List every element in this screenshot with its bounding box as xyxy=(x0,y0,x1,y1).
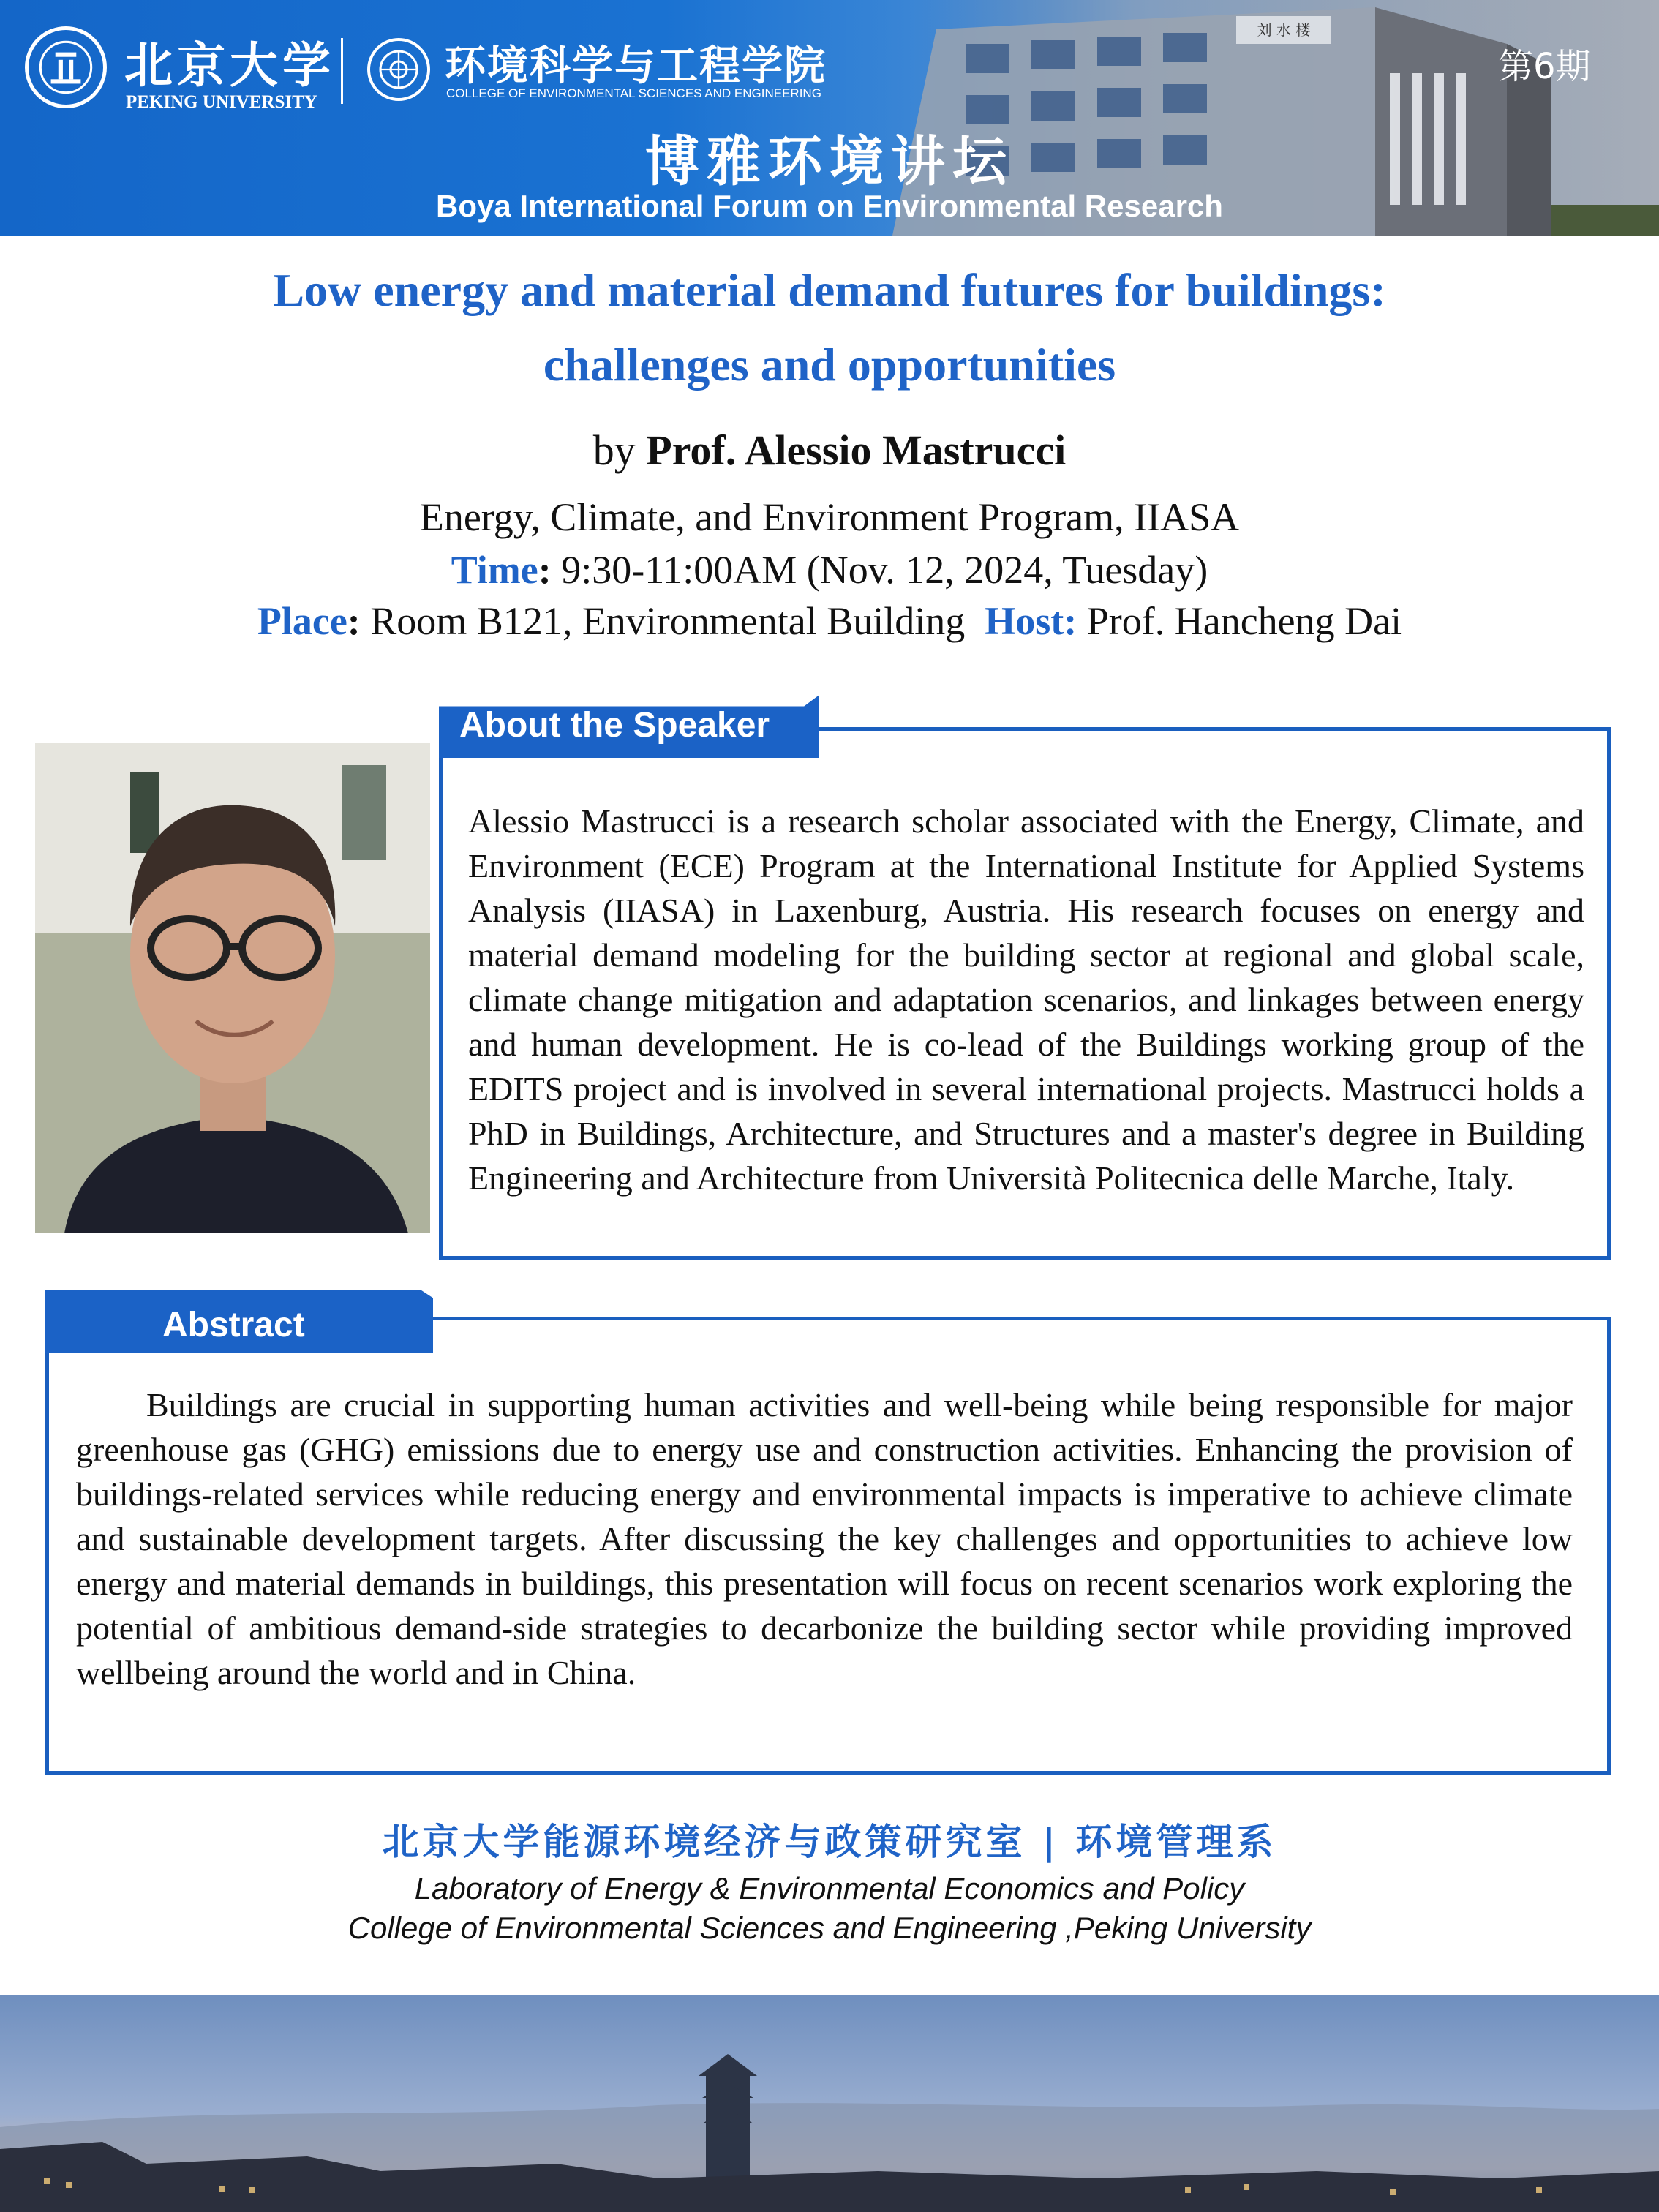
college-name-footer: College of Environmental Sciences and Engineering ,Peking University xyxy=(347,1911,1312,1945)
place-label: Place xyxy=(257,599,347,643)
time-label: Time xyxy=(451,548,538,592)
abstract-heading: Abstract xyxy=(162,1306,305,1344)
talk-title-line-2: challenges and opportunities xyxy=(543,339,1116,391)
talk-place-host: Place: Room B121, Environmental Building Host: Prof. Hancheng Dai xyxy=(257,599,1402,643)
host-label: Host: xyxy=(985,599,1077,643)
pku-name-en: PEKING UNIVERSITY xyxy=(126,92,317,112)
header-banner xyxy=(0,0,1659,236)
pku-name-cn: 北京大学 xyxy=(124,37,335,94)
speaker-photo xyxy=(35,743,430,1233)
place-value: Room B121, Environmental Building xyxy=(370,599,966,643)
campus-panorama-photo xyxy=(0,1995,1659,2212)
speaker-bio: Alessio Mastrucci is a research scholar associated with the Energy, Climate, and Environment (ECE) Program at the International Institute for Applied Systems Analysis (IIASA) in Laxenburg, Austria. His research focuses on energy and material demand modeling for the building sector at regional and global scale, climate change mitigation and adaptation scenarios, and linkages between energy and human development. He is co-lead of the Buildings working group of the EDITS project and is involved in several international projects. Mastrucci holds a PhD in Buildings, Architecture, and Structures and a master's degree in Building Engineering and Architecture from Università Politecnica delle Marche, Italy. xyxy=(468,802,1584,1197)
speaker-affiliation: Energy, Climate, and Environment Program, IIASA xyxy=(419,495,1240,539)
speaker-name: Prof. Alessio Mastrucci xyxy=(646,426,1066,474)
logo-divider xyxy=(341,38,343,104)
speaker-byline xyxy=(0,426,1659,475)
forum-title-cn: 博雅环境讲坛 xyxy=(645,130,1014,193)
college-name-en: COLLEGE OF ENVIRONMENTAL SCIENCES AND ENGINEERING xyxy=(446,86,821,100)
talk-title-line-1: Low energy and material demand futures for buildings: xyxy=(273,264,1386,316)
time-value: 9:30-11:00AM (Nov. 12, 2024, Tuesday) xyxy=(561,548,1208,592)
lab-name-cn: 北京大学能源环境经济与政策研究室 | 环境管理系 xyxy=(382,1820,1277,1863)
college-name-cn: 环境科学与工程学院 xyxy=(445,42,827,90)
by-prefix: by xyxy=(592,426,636,474)
host-value: Prof. Hancheng Dai xyxy=(1086,599,1402,643)
talk-time: Time: 9:30-11:00AM (Nov. 12, 2024, Tuesday) xyxy=(451,548,1208,592)
issue-number: 第6期 xyxy=(1498,46,1591,87)
forum-title-en: Boya International Forum on Environmental Research xyxy=(436,189,1223,223)
about-speaker-heading: About the Speaker xyxy=(459,706,770,745)
lab-name-en: Laboratory of Energy & Environmental Economics and Policy xyxy=(414,1871,1245,1906)
abstract-text: Buildings are crucial in supporting human activities and well-being while being responsible for major greenhouse gas (GHG) emissions due to energy use and construction activities. Enhancing the provision of buildings-related services while reducing energy and environmental impacts is imperative to achieve climate and sustainable development targets. After discussing the key challenges and opportunities to achieve low energy and material demands in buildings, this presentation will focus on recent scenarios work exploring the potential of ambitious demand-side strategies to decarbonize the building sector while providing improved wellbeing around the world and in China. xyxy=(76,1386,1573,1691)
peking-university-seal-icon xyxy=(25,26,107,108)
svg-text:刘 水 楼: 刘 水 楼 xyxy=(1257,21,1311,39)
college-emblem-icon xyxy=(367,38,430,101)
